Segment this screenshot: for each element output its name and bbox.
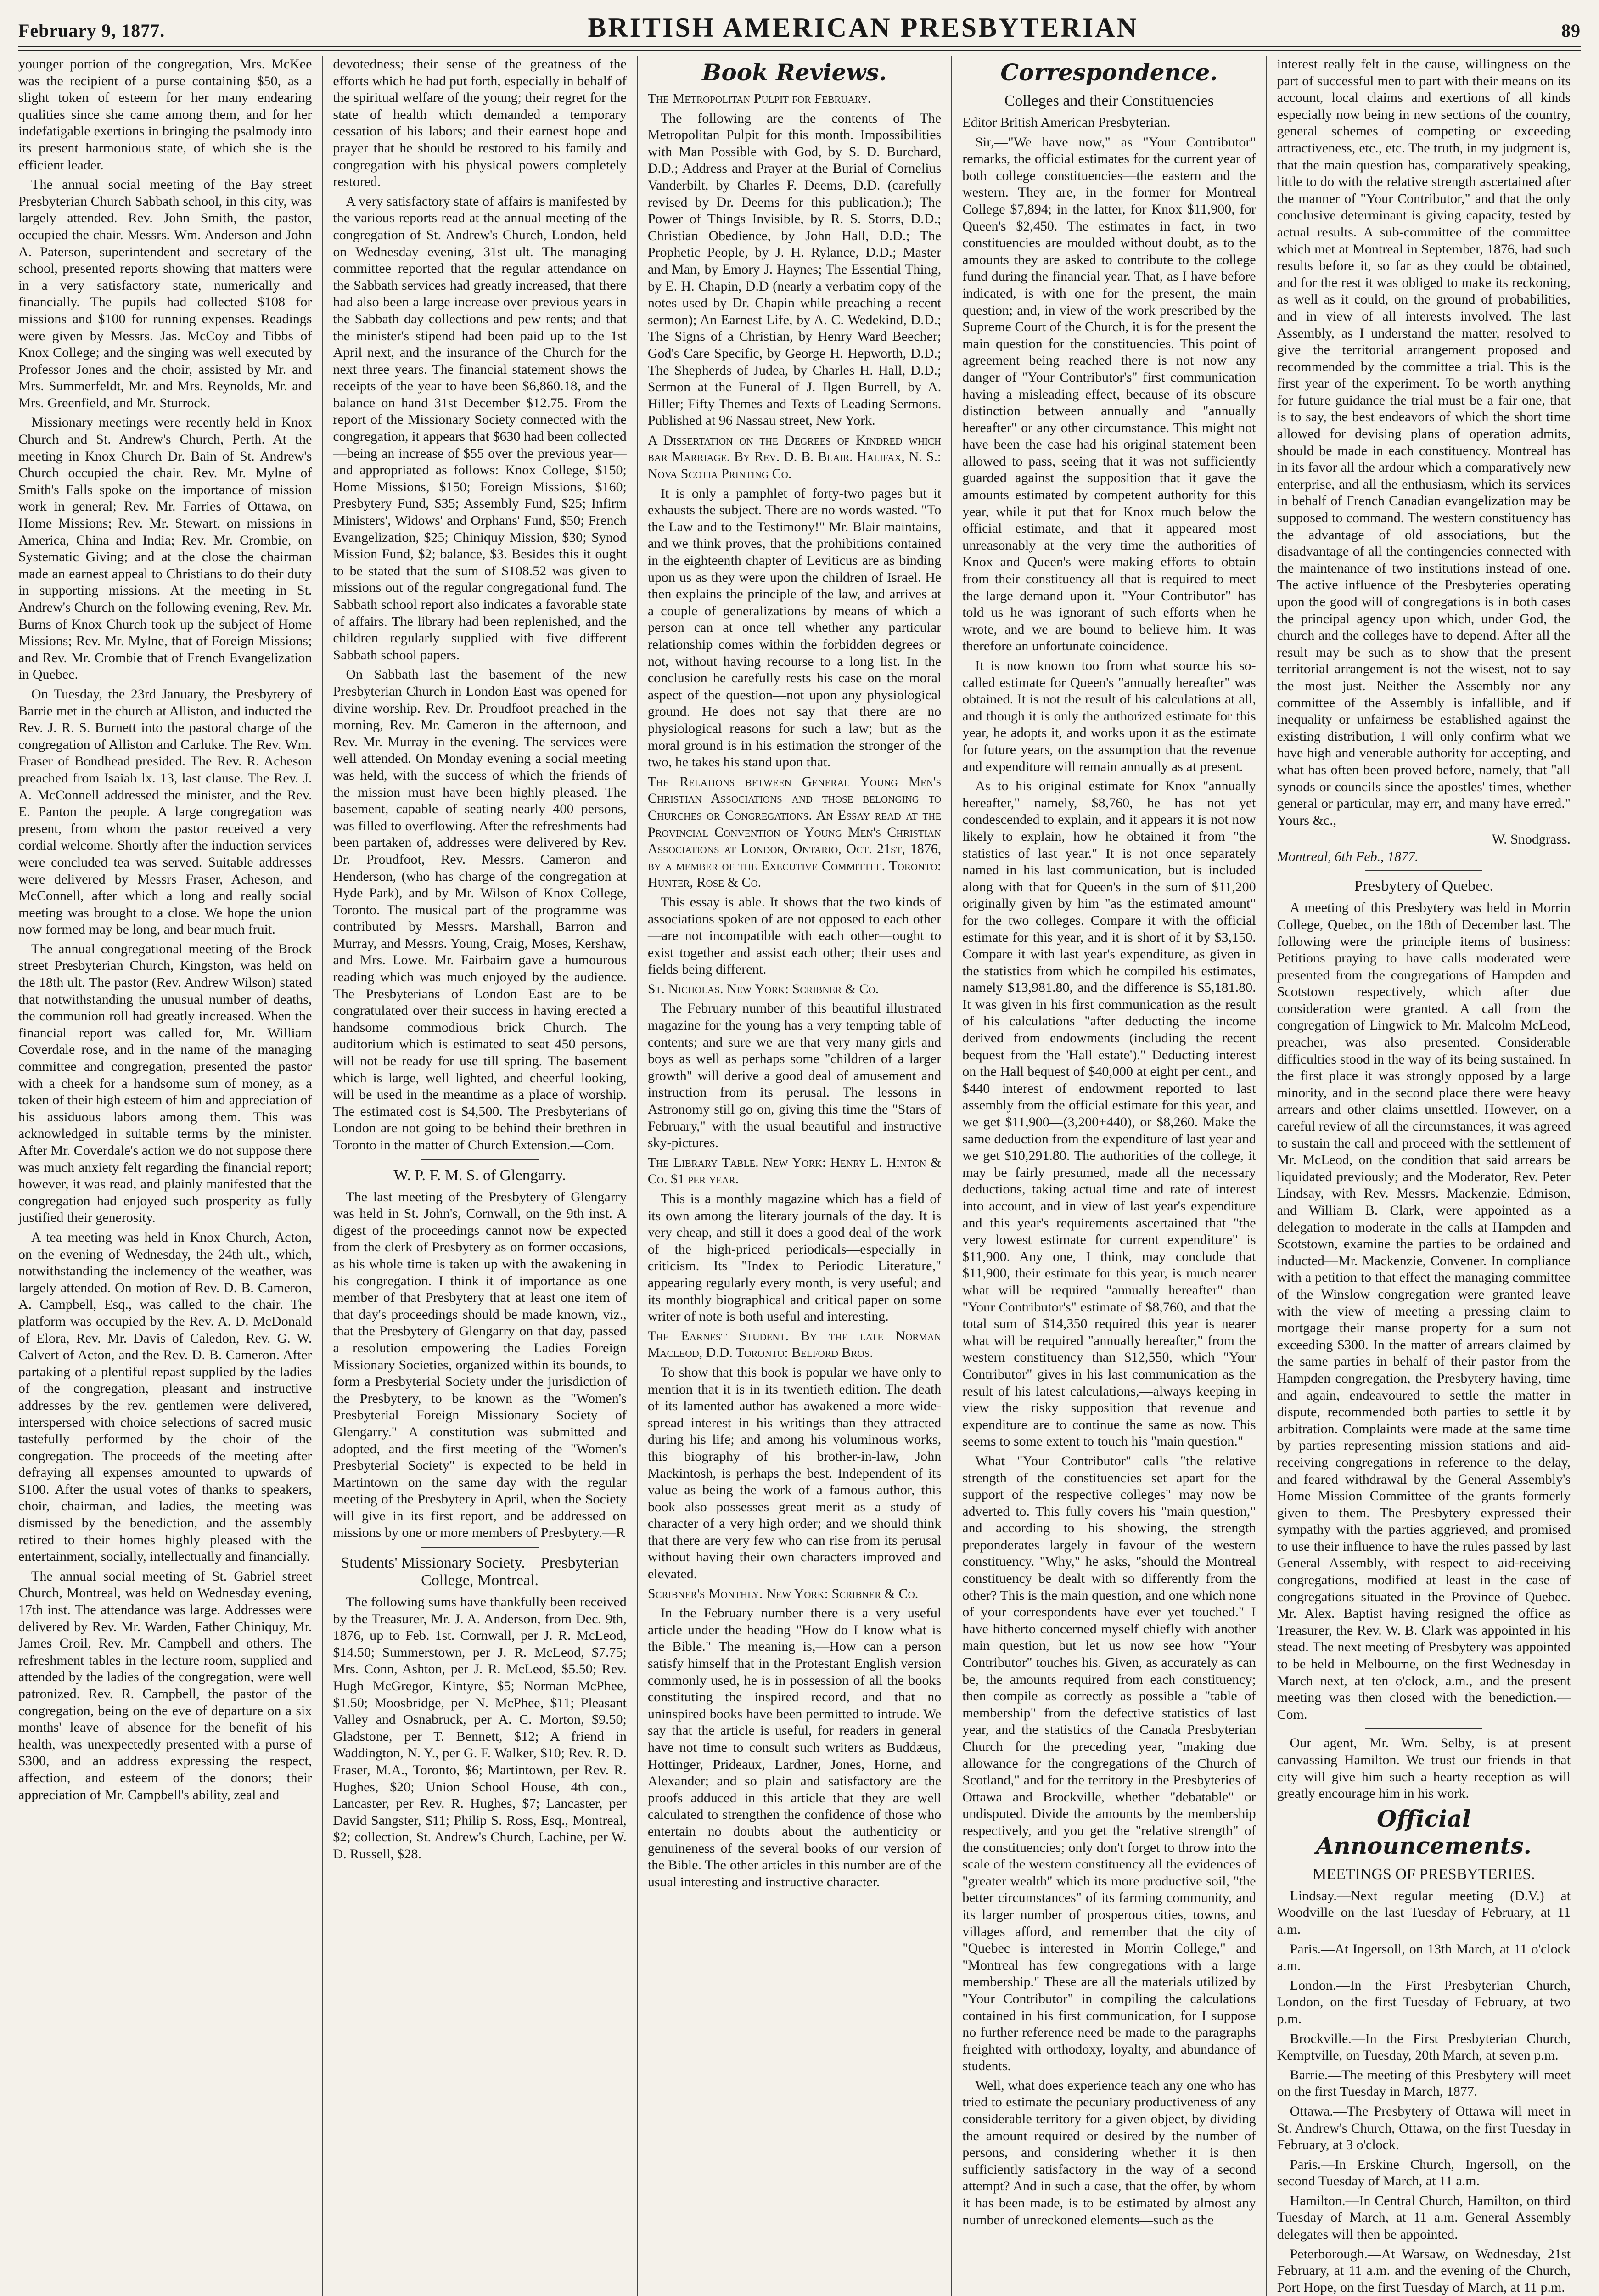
paragraph: The following are the contents of The Metropolitan Pulpit for this month. Impossibilities with Man Possible with God, by S. D. Burchard, D.D.; Address and Prayer at the Burial of Cornelius Vanderbilt, by Charles F. Deems, D.D. (carefully revised by Dr. Deems for this publication.); The Power of Things Invisible, by R. S. Storrs, D.D.; Christian Obedience, by John Hall, D.D.; The Prophetic People, by J. H. Rylance, D.D.; Master and Man, by Emory J. Haynes; The Essential Thing, by E. H. Chapin, D.D (nearly a verbatim copy of the notes used by Dr. Chapin while preaching a recent sermon); An Earnest Life, by A. C. Wedekind, D.D.; The Signs of a Christian, by Henry Ward Beecher; God's Care Specific, by George H. Hepworth, D.D.; The Shepherds of Judea, by Charles H. Hall, D.D.; Sermon at the Funeral of J. Ilgen Burrell, by A. Hiller; Fifty Themes and Texts of Leading Sermons. Published at 96 Nassau street, New York. xyxy=(647,110,942,428)
column-5 xyxy=(1267,56,1581,2296)
paragraph: A very satisfactory state of affairs is manifested by the various reports read at the annual meeting of the congregation of St. Andrew's Church, London, held on Wednesday evening, 31st ult. The managing committee reported that the regular attendance on the Sabbath services had greatly increased, that there had also been a large increase over previous years in the Sabbath day collections and pew rents; and that the minister's stipend had been paid up to the 1st April next, and the insurance of the Church for the next three years. The financial statement shows the receipts of the year to have been $6,860.18, and the balance on hand 31st December $12.75. From the report of the Missionary Society connected with the congregation, it appears that $630 had been collected—being an increase of $55 over the previous year—and appropriated as follows: Knox College, $150; Home Missions, $150; Foreign Missions, $160; Presbytery Fund, $35; Assembly Fund, $25; Infirm Ministers', Widows' and Orphans' Fund, $50; French Evangelization, $25; Chiniquy Mission, $30; Synod Mission Fund, $2; balance, $3. Besides this it ought to be stated that the sum of $108.52 was given to missions out of the regular congregational fund. The Sabbath school report also indicates a favorable state of affairs. The library had been replenished, and the children regularly supplied with five different Sabbath school papers. xyxy=(333,193,627,663)
newspaper-title: BRITISH AMERICAN PRESBYTERIAN xyxy=(588,12,1139,43)
article-heading: Students' Missionary Society.—Presbyterian College, Montreal. xyxy=(341,1554,619,1589)
review-title: The Library Table. New York: Henry L. Hinton & Co. $1 per year. xyxy=(647,1154,942,1187)
review-title: St. Nicholas. New York: Scribner & Co. xyxy=(647,981,879,996)
paragraph: It is now known too from what source his so-called estimate for Queen's "annually hereafter" was obtained. It is not the result of his calculations at all, and though it is only the authorized estimate for this year, he adopts it, and works upon it as the estimate for future years, on the assumption that the revenue and expenditure will remain annually as at present. xyxy=(962,658,1256,774)
paragraph: devotedness; their sense of the greatness of the efforts which he had put forth, especially in behalf of the spiritual welfare of the young; their regret for the state of health which demanded a temporary cessation of his labors; and their earnest hope and prayer that he should be restored to his family and congregation with his physical powers completely restored. xyxy=(333,56,627,190)
paragraph: This essay is able. It shows that the two kinds of associations spoken of are not opposed to each other—are not incompatible with each other—ought to exist together and assist each other; their uses and fields being different. xyxy=(647,894,942,977)
divider xyxy=(421,1547,539,1548)
masthead-rule xyxy=(18,46,1581,51)
divider xyxy=(1365,870,1482,871)
paragraph: A meeting of this Presbytery was held in Morrin College, Quebec, on the 18th of December last. The following were the principle items of business: Petitions praying to have calls moderated were presented from the congregations of Hampden and Scotstown respectively, which after due consideration were granted. A call from the congregation of Lingwick to Mr. Malcolm McLeod, preacher, was also presented. Considerable difficulties stood in the way of its being sustained. In the first place it was strongly opposed by a large minority, and in the second place there were heavy arrears and other claims unsettled. However, on a careful review of all the circumstances, it was agreed to sustain the call and proceed with the settlement of Mr. McLeod, on the condition that said arrears be liquidated previously; and the Moderator, Rev. Peter Lindsay, with Rev. Messrs. Mackenzie, Edmison, and William B. Clark, were appointed as a delegation to moderate in the calls at Hampden and Scotstown, examine the parties to be ordained and inducted—Mr. Mackenzie, Convener. In compliance with a petition to that effect the managing committee of the Winslow congregation were granted leave with the view of meeting a pressing claim to mortgage their manse property for a sum not exceeding $300. In the matter of arrears claimed by the same parties in behalf of their pastor from the Hampden congregation, the Presbytery having, time and again, endeavoured to settle the matter in dispute, recommended both parties to settle it by arbitration. Complaints were made at the same time by parties representing mission stations and aid-receiving congregations in reference to the delay, and feared withdrawal by the General Assembly's Home Mission Committee of the grants formerly given to them. The Presbytery expressed their sympathy with the parties aggrieved, and promised to use their influence to have the rules passed by last General Assembly, with respect to aid-receiving congregations, modified at least in the case of congregations situated in the Province of Quebec. Mr. Alex. Baptist having resigned the office as Treasurer, the Rev. W. B. Clark was appointed in his stead. The next meeting of Presbytery was appointed to be held in Melbourne, on the first Wednesday in March next, at ten o'clock, a.m., and the present meeting was then closed with the benediction.—Com. xyxy=(1277,900,1571,1722)
article-heading: MEETINGS OF PRESBYTERIES. xyxy=(1313,1865,1535,1883)
column-1 xyxy=(18,56,323,2296)
meeting-notice: Peterborough.—At Warsaw, on Wednesday, 21st February, at 11 a.m. and the evening of the Church, Port Hope, on the first Tuesday of March, at 11 p.m. xyxy=(1277,2246,1571,2295)
meeting-notice: London.—In the First Presbyterian Church, London, on the first Tuesday of February, at two p.m. xyxy=(1277,1977,1571,2026)
paragraph: A tea meeting was held in Knox Church, Acton, on the evening of Wednesday, the 24th ult., which, notwithstanding the inclemency of the weather, was largely attended. On motion of Rev. D. B. Cameron, A. Campbell, Esq., was called to the chair. The platform was occupied by the Rev. A. D. McDonald of Elora, Rev. Mr. Davis of Caledon, Rev. G. W. Calvert of Acton, and the Rev. D. B. Cameron. After partaking of a plentiful repast supplied by the ladies of the congregation, pleasant and instructive addresses by the rev. gentlemen were delivered, interspersed with choice selections of sacred music tastefully performed by the choir of the congregation. The proceeds of the meeting after defraying all expenses amounted to upwards of $100. After the usual votes of thanks to speakers, choir, chairman, and ladies, the meeting was dismissed by the benediction, and the assembly retired to their homes highly pleased with the entertainment, socially, intellectually and financially. xyxy=(18,1229,312,1564)
paragraph: The February number of this beautiful illustrated magazine for the young has a very tempting table of contents; and sure we are that very many girls and boys as well as perhaps some "children of a larger growth" will derive a good deal of amusement and instruction from its perusal. The lessons in Astronomy still go on, giving this time the "Stars of February," with the usual beautiful and instructive sky-pictures. xyxy=(647,1001,942,1151)
section-heading: Book Reviews. xyxy=(702,59,887,86)
meeting-notice: Brockville.—In the First Presbyterian Church, Kemptville, on Tuesday, 20th March, at seven p.m. xyxy=(1277,2031,1571,2063)
section-heading: Official Announcements. xyxy=(1316,1805,1532,1859)
signature: W. Snodgrass. xyxy=(1492,832,1571,847)
column-4 xyxy=(952,56,1267,2296)
column-3 xyxy=(638,56,952,2296)
paragraph: The annual congregational meeting of the Brock street Presbyterian Church, Kingston, was held on the 18th ult. The pastor (Rev. Andrew Wilson) stated that notwithstanding the unusual number of deaths, the communion roll had greatly increased. When the financial report was called for, Mr. William Coverdale rose, and in the name of the managing committee and congregation, presented the pastor with a cheek for a handsome sum of money, as a token of their high esteem of him and appreciation of his assiduous labors among them. This was acknowledged in suitable terms by the minister. After Mr. Coverdale's action we do not suppose there was much anxiety felt regarding the financial report; however, it was read, and plainly manifested that the congregation had enjoyed such prosperity as fully justified their generosity. xyxy=(18,941,312,1226)
review-title: The Earnest Student. By the late Norman Macleod, D.D. Toronto: Belford Bros. xyxy=(647,1328,942,1361)
paragraph: On Sabbath last the basement of the new Presbyterian Church in London East was opened for divine worship. Rev. Dr. Proudfoot preached in the morning, Rev. Mr. Cameron in the afternoon, and Rev. Mr. Murray in the evening. The services were well attended. On Monday evening a social meeting was held, with the success of which the friends of the mission must have been highly pleased. The basement, capable of seating nearly 400 persons, was filled to overflowing. After the refreshments had been partaken of, addresses were delivered by Rev. Dr. Proudfoot, Rev. Messrs. Cameron and Henderson, (who has charge of the congregation at Hyde Park), and by Mr. Wilson of Knox College, Toronto. The musical part of the programme was contributed by Messrs. Marshall, Barron and Murray, and Messrs. Young, Craig, Moses, Kershaw, and Mrs. Lowe. Mr. Fairbairn gave a humourous reading which was much enjoyed by the audience. The Presbyterians of London East are to be congratulated over their success in having erected a handsome commodious brick Church. The auditorium which is estimated to seat 450 persons, will not be ready for use till spring. The basement which is large, well lighted, and cheerful looking, will be used in the meantime as a place of worship. The estimated cost is $4,500. The Presbyterians of London are not going to be behind their brethren in Toronto in the matter of Church Extension.—Com. xyxy=(333,667,627,1153)
meeting-notice: Barrie.—The meeting of this Presbytery will meet on the first Tuesday in March, 1877. xyxy=(1277,2067,1571,2099)
review-title: A Dissertation on the Degrees of Kindred which bar Marriage. By Rev. D. B. Blair. Halifax, N. S.: Nova Scotia Printing Co. xyxy=(647,432,942,482)
paragraph: The last meeting of the Presbytery of Glengarry was held in St. John's, Cornwall, on the 9th inst. A digest of the proceedings cannot now be expected from the clerk of Presbytery as on former occasions, as his whole time is taken up with the awakening in his congregation. I think it of importance as one member of that Presbytery that at least one item of that day's proceedings should be made known, viz., that the Presbytery of Glengarry on that day, passed a resolution empowering the Ladies Foreign Missionary Societies, organized within its bounds, to form a Presbyterial Society under the jurisdiction of the Presbytery, to be known as the "Women's Presbyterial Foreign Missionary Society of Glengarry." A constitution was submitted and adopted, and the first meeting of the "Women's Presbyterial Society" is expected to be held in Martintown on the same day with the regular meeting of the Presbytery in April, when the Society will give in its first report, and be addressed on missions by one or more members of Presbytery.—R xyxy=(333,1189,627,1541)
article-heading: W. P. F. M. S. of Glengarry. xyxy=(393,1166,566,1184)
column-2 xyxy=(323,56,637,2296)
paragraph: To show that this book is popular we have only to mention that it is in its twentieth edition. The death of its lamented author has awakened a more wide-spread interest in his writings than they attracted during his life; and among his voluminous works, this biography of his brother-in-law, John Mackintosh, is perhaps the best. Independent of its value as being the work of a famous author, this book also possesses great merit as a study of character of a very high order; and we should think that there are very few who can rise from its perusal without having their own characters improved and elevated. xyxy=(647,1364,942,1582)
page-number: 89 xyxy=(1561,20,1581,41)
paragraph: The annual social meeting of St. Gabriel street Church, Montreal, was held on Wednesday evening, 17th inst. The attendance was large. Addresses were delivered by Rev. Mr. Warden, Father Chiniquy, Mr. James Croil, Rev. Mr. Campbell and others. The refreshment tables in the lecture room, supplied and attended by the ladies of the congregation, were well patronized. Rev. R. Campbell, the pastor of the congregation, being on the eve of departure on a six months' leave of absence for the benefit of his health, was unexpectedly presented with a purse of $300, and an address expressing the respect, affection, and esteem of the donors; their appreciation of Mr. Campbell's ability, zeal and xyxy=(18,1568,312,1802)
letter-address: Editor British American Presbyterian. xyxy=(962,115,1171,130)
review-title: The Metropolitan Pulpit for February. xyxy=(647,91,871,106)
meeting-notice: Paris.—In Erskine Church, Ingersoll, on the second Tuesday of March, at 11 a.m. xyxy=(1277,2156,1571,2189)
divider xyxy=(1365,1728,1482,1729)
meeting-notice: Lindsay.—Next regular meeting (D.V.) at Woodville on the last Tuesday of February, at 11 a.m. xyxy=(1277,1888,1571,1937)
section-heading: Correspondence. xyxy=(1000,59,1218,86)
paragraph: This is a monthly magazine which has a field of its own among the literary journals of the day. It is very cheap, and still it does a good deal of the work of the high-priced periodicals—especially in criticism. Its "Index to Periodic Literature," appearing regularly every month, is very useful; and its monthly biographical and critical paper on some writer of note is both useful and interesting. xyxy=(647,1191,942,1324)
paragraph: younger portion of the congregation, Mrs. McKee was the recipient of a purse containing $50, as a slight token of esteem for her many endearing qualities since she came among them, and for her indefatigable exertions in bringing the psalmody into its present harmonious state, of which she is the efficient leader. xyxy=(18,56,312,173)
meeting-notice: Ottawa.—The Presbytery of Ottawa will meet in St. Andrew's Church, Ottawa, on the first Tuesday in February, at 3 o'clock. xyxy=(1277,2103,1571,2153)
paragraph: As to his original estimate for Knox "annually hereafter," namely, $8,760, he has not yet condescended to explain, and it appears it is not now likely to explain, how he obtained it from "the statistics of last year." It is not once separately named in his last communication, but is included along with that for Queen's in the sum of $11,200 originally given by him "as the estimated amount" for the two colleges. Compare it with the official estimate for this year, and it is short of it by $3,150. Compare it with last year's expenditure, as given in the statistics from which he compiled his estimates, namely $13,981.80, and the difference is $5,181.80. It was given in his first communication as the result of his calculations "after deducting the income derived from endowments (including the recent bequest from the 'Hall estate')." Deducting interest on the Hall bequest of $40,000 at eight per cent., and $440 interest of endowment reported to last assembly from the official estimate for this year, and we get $11,900—(3,200+440), or $8,260. Make the same deduction from the expenditure of last year and we get $10,291.80. The authorities of the college, it may be fairly presumed, made all the necessary deductions, taking actual time and rate of interest into account, and in view of last year's expenditure and this year's requirements ascertained that "the very lowest estimate for current expenditure" is $11,900. Any one, I think, may conclude that $11,900, their estimate for this year, is much nearer what will be required "annually hereafter" than "Your Contributor's" estimate of $8,760, and that the total sum of $14,350 required this year is nearer what will be required "annually hereafter," from the western constituency than $12,550, which "Your Contributor" gives in his last communication as the result of his latest calculations,—always keeping in view the risky supposition that revenue and expenditure are to continue the same as now. This seems to some extent to touch his "main question." xyxy=(962,778,1256,1449)
issue-date: February 9, 1877. xyxy=(18,20,165,41)
paragraph: It is only a pamphlet of forty-two pages but it exhausts the subject. There are no words wasted. "To the Law and to the Testimony!" Mr. Blair maintains, and we think proves, that the prohibitions contained in the eighteenth chapter of Leviticus are as binding upon us as they were upon the children of Israel. He then explains the principle of the law, and arrives at a couple of generalizations by means of which a person can at once tell whether any particular relationship comes within the forbidden degrees or not, without having recourse to a long list. In the conclusion he carefully rests his case on the moral aspect of the question—not upon any physiological ground. He does not say that there are no physiological reasons for such a law; but as the moral ground is in his estimation the stronger of the two, he takes his stand upon that. xyxy=(647,485,942,770)
paragraph: The following sums have thankfully been received by the Treasurer, Mr. J. A. Anderson, from Dec. 9th, 1876, up to Feb. 1st. Cornwall, per J. R. McLeod, $14.50; Summerstown, per J. R. McLeod, $7.75; Mrs. Conn, Ashton, per J. R. McLeod, $5.50; Rev. Hugh McGregor, Kintyre, $5; Norman McPhee, $1.50; Moosbridge, per N. McPhee, $11; Pleasant Valley and Osnabruck, per A. C. Morton, $9.50; Gladstone, per T. Bennett, $12; A friend in Waddington, N. Y., per G. F. Walker, $10; Rev. R. D. Fraser, M.A., Toronto, $6; Martintown, per Rev. R. Hughes, $20; Union School House, 4th con., Lancaster, per Rev. R. Hughes, $7; Lancaster, per David Sangster, $11; Philip S. Ross, Esq., Montreal, $2; collection, St. Andrew's Church, Lachine, per W. D. Russell, $28. xyxy=(333,1594,627,1862)
paragraph: In the February number there is a very useful article under the heading "How do I know what is the Bible." The meaning is,—How can a person satisfy himself that in the Protestant English version commonly used, he is in possession of all the books constituting the inspired record, and that no uninspired books have been permitted to intrude. We say that the article is useful, for readers in general have not time to consult such writers as Buddæus, Hottinger, Prideaux, Lardner, Jones, Horne, and Alexander; and so plain and satisfactory are the proofs adduced in this article that they are well calculated to strengthen the confidence of those who entertain no doubts about the authenticity or genuineness of the several books of our version of the Bible. The other articles in this number are of the usual interesting and instructive character. xyxy=(647,1605,942,1890)
paragraph: On Tuesday, the 23rd January, the Presbytery of Barrie met in the church at Alliston, and inducted the Rev. J. R. S. Burnett into the pastoral charge of the congregation of Alliston and Carluke. The Rev. Wm. Fraser of Bondhead presided. The Rev. R. Acheson preached from Isaiah lx. 13, last clause. The Rev. J. A. McConnell addressed the minister, and the Rev. E. Panton the people. A large congregation was present, from whom the pastor received a very cordial welcome. Shortly after the induction services were concluded tea was served. Suitable addresses were delivered by Messrs Fraser, Acheson, and McConnell, after which a long and really social meeting was brought to a close. We hope the union now formed may be long, and bear much fruit. xyxy=(18,686,312,937)
paragraph: The annual social meeting of the Bay street Presbyterian Church Sabbath school, in this city, was largely attended. Rev. John Smith, the pastor, occupied the chair. Messrs. Wm. Anderson and John A. Paterson, superintendent and secretary of the school, presented reports showing that matters were in a very satisfactory state, numerically and financially. The pupils had collected $108 for missions and $100 for running expenses. Readings were given by Messrs. Jas. McCoy and Tibbs of Knox College; and the singing was well executed by Professor Jones and the choir, assisted by Mr. and Mrs. Summerfeldt, Mr. and Mrs. Reynolds, Mr. and Mrs. Greenfield, and Mr. Sturrock. xyxy=(18,177,312,411)
article-heading: Presbytery of Quebec. xyxy=(1354,878,1493,895)
paragraph: What "Your Contributor" calls "the relative strength of the constituencies set apart for the support of the respective colleges" may now be adverted to. This fully covers his "main question," and according to his showing, the strength preponderates largely in favour of the western constituency. "Why," he asks, "should the Montreal constituency be dealt with so differently from the other? This is the main question, and one which none of your correspondents have ever yet touched." I have hitherto concerned myself chiefly with another main question, but let us now see how "Your Contributor" touches his. Given, as accurately as can be, the amounts required from each constituency; then compile as correctly as possible a "table of membership" from the defective statistics of last year, and the statistics of the Canada Presbyterian Church for the preceding year, "making due allowance for the congregations of the Church of Scotland," and for the territory in the Presbyteries of Ottawa and Brockville, whether "debatable" or undisputed. Divide the amounts by the membership respectively, and you get the "relative strength" of the constituencies; only don't forget to throw into the scale of the western constituency all the evidences of "greater wealth" which its more productive soil, "the better circumstances" of its farming community, and its larger number of prosperous cities, towns, and villages afford, and remember that the city of "Quebec is interested in Morrin College," and "Montreal has few congregations with a large membership." These are all the materials utilized by "Your Contributor" in compiling the calculations contained in his first communication, for I suppose no further reference need be made to the paragraphs freighted with orthodoxy, loyalty, and abundance of students. xyxy=(962,1453,1256,2074)
paragraph: Our agent, Mr. Wm. Selby, is at present canvassing Hamilton. We trust our friends in that city will give him such a hearty reception as will greatly encourage him in his work. xyxy=(1277,1735,1571,1801)
article-heading: Colleges and their Constituencies xyxy=(1004,92,1214,109)
paragraph: interest really felt in the cause, willingness on the part of successful men to part with their means on its account, local claims and exertions of all kinds especially now being in new sections of the country, general schemes of competing or exceeding attractiveness, etc., etc. The truth, in my judgment is, that the main question has, comparatively speaking, little to do with the relative strength ascertained after the manner of "Your Contributor," and that the only conclusive determinant is giving capacity, tested by actual results. A sub-committee of the committee which met at Montreal in September, 1876, had such results before it, so far as they could be obtained, and for the rest it was obliged to make its reckoning, as well as it could, on the ground of probabilities, and in view of all interests involved. The last Assembly, as I understand the matter, resolved to give the territorial arrangement proposed and recommended by the committee a trial. This is the first year of the experiment. To be worth anything for future guidance the trial must be a fair one, that is to say, the best endeavors of which the short time allowed for devising plans of operation admits, should be made in each constituency. Montreal has in its favor all the ardour which a comparatively new enterprise, and all the enthusiasm, which its services in behalf of French Canadian evangelization may be supposed to command. The western constituency has the advantage of old associations, but the disadvantage of all the contingencies connected with the maintenance of two institutions instead of one. The active influence of the Presbyteries operating upon the good will of congregations is in both cases the principal agency upon which, under God, the church and the colleges have to depend. After all the result may be such as to show that the present territorial arrangement is not the wisest, not to say the most just. Neither the Assembly nor any committee of the Assembly is infallible, and if inequality or unfairness be established against the existing distribution, I will only confirm what we have high and venerable authority for accepting, and what has often been proved before, namely, that "all synods or councils since the apostles' times, whether general or particular, may err, and many have erred." Yours &c., xyxy=(1277,56,1571,828)
paragraph: Well, what does experience teach any one who has tried to estimate the pecuniary productiveness of any considerable territory for a given object, by dividing the amount required or desired by the number of persons, and considering whether it is then sufficiently satisfactory in the way of a second attempt? And in such a case, that the offer, by whom it has been made, is to be estimated by almost any number of unreckoned elements—such as the xyxy=(962,2077,1256,2228)
divider xyxy=(421,1159,539,1160)
review-title: The Relations between General Young Men's Christian Associations and those belonging to Churches or Congregations. An Essay read at the Provincial Convention of Young Men's Christian Associations at London, Ontario, Oct. 21st, 1876, by a member of the Executive Committee. Toronto: Hunter, Rose & Co. xyxy=(647,774,942,890)
meeting-notice: Hamilton.—In Central Church, Hamilton, on third Tuesday of March, at 11 a.m. General Assembly delegates will then be appointed. xyxy=(1277,2193,1571,2242)
review-title: Scribner's Monthly. New York: Scribner & Co. xyxy=(647,1586,919,1601)
columns xyxy=(18,56,1581,2296)
paragraph: Missionary meetings were recently held in Knox Church and St. Andrew's Church, Perth. At the meeting in Knox Church Dr. Bain of St. Andrew's Church occupied the chair. Rev. Mr. Mylne of Smith's Falls spoke on the importance of mission work in general; Rev. Mr. Farries of Ottawa, on Home Missions; Rev. Mr. Stewart, on missions in America, China and India; Rev. Mr. Crombie, on Systematic Giving; and at the close the chairman made an earnest appeal to Christians to do their duty in supporting missions. At the meeting in St. Andrew's Church on the following evening, Rev. Mr. Burns of Knox Church took up the subject of Home Missions; Rev. Mr. Mylne, that of Foreign Missions; and Rev. Mr. Crombie that of French Evangelization in Quebec. xyxy=(18,415,312,682)
dateline: Montreal, 6th Feb., 1877. xyxy=(1277,849,1419,865)
paragraph: Sir,—"We have now," as "Your Contributor" remarks, the official estimates for the current year of both college constituencies—the eastern and the western. They are, in the former for Montreal College $7,894; in the latter, for Knox $11,900, for Queen's $2,450. The estimates in fact, in two constituencies are moulded without doubt, as to the amounts they are asked to contribute to the college fund during the financial year. That, as I have before indicated, is with one for the present, the main question; and, in view of the work prescribed by the Supreme Court of the Church, it is for the present the main question for the constituencies. This point of agreement being reached there is not now any danger of "Your Contributor's" first communication having a misleading effect, because of its obscure distinction between annually and "annually hereafter" or any other circumstance. This might not have been the case had his original statement been allowed to pass, seeing that it was not sufficiently guarded against the supposition that it gave the amounts estimated by competent authority for this year, while it put that for Knox much below the official estimate, and that it appeared most unreasonably at the very time the authorities of Knox and Queen's were making efforts to obtain from their constituency all that is required to meet the large demand upon it. "Your Contributor" has told us he was ignorant of such efforts when he wrote, and we are bound to believe him. It was therefore an unfortunate coincidence. xyxy=(962,134,1256,654)
meeting-notice: Paris.—At Ingersoll, on 13th March, at 11 o'clock a.m. xyxy=(1277,1941,1571,1974)
masthead xyxy=(18,12,1581,44)
